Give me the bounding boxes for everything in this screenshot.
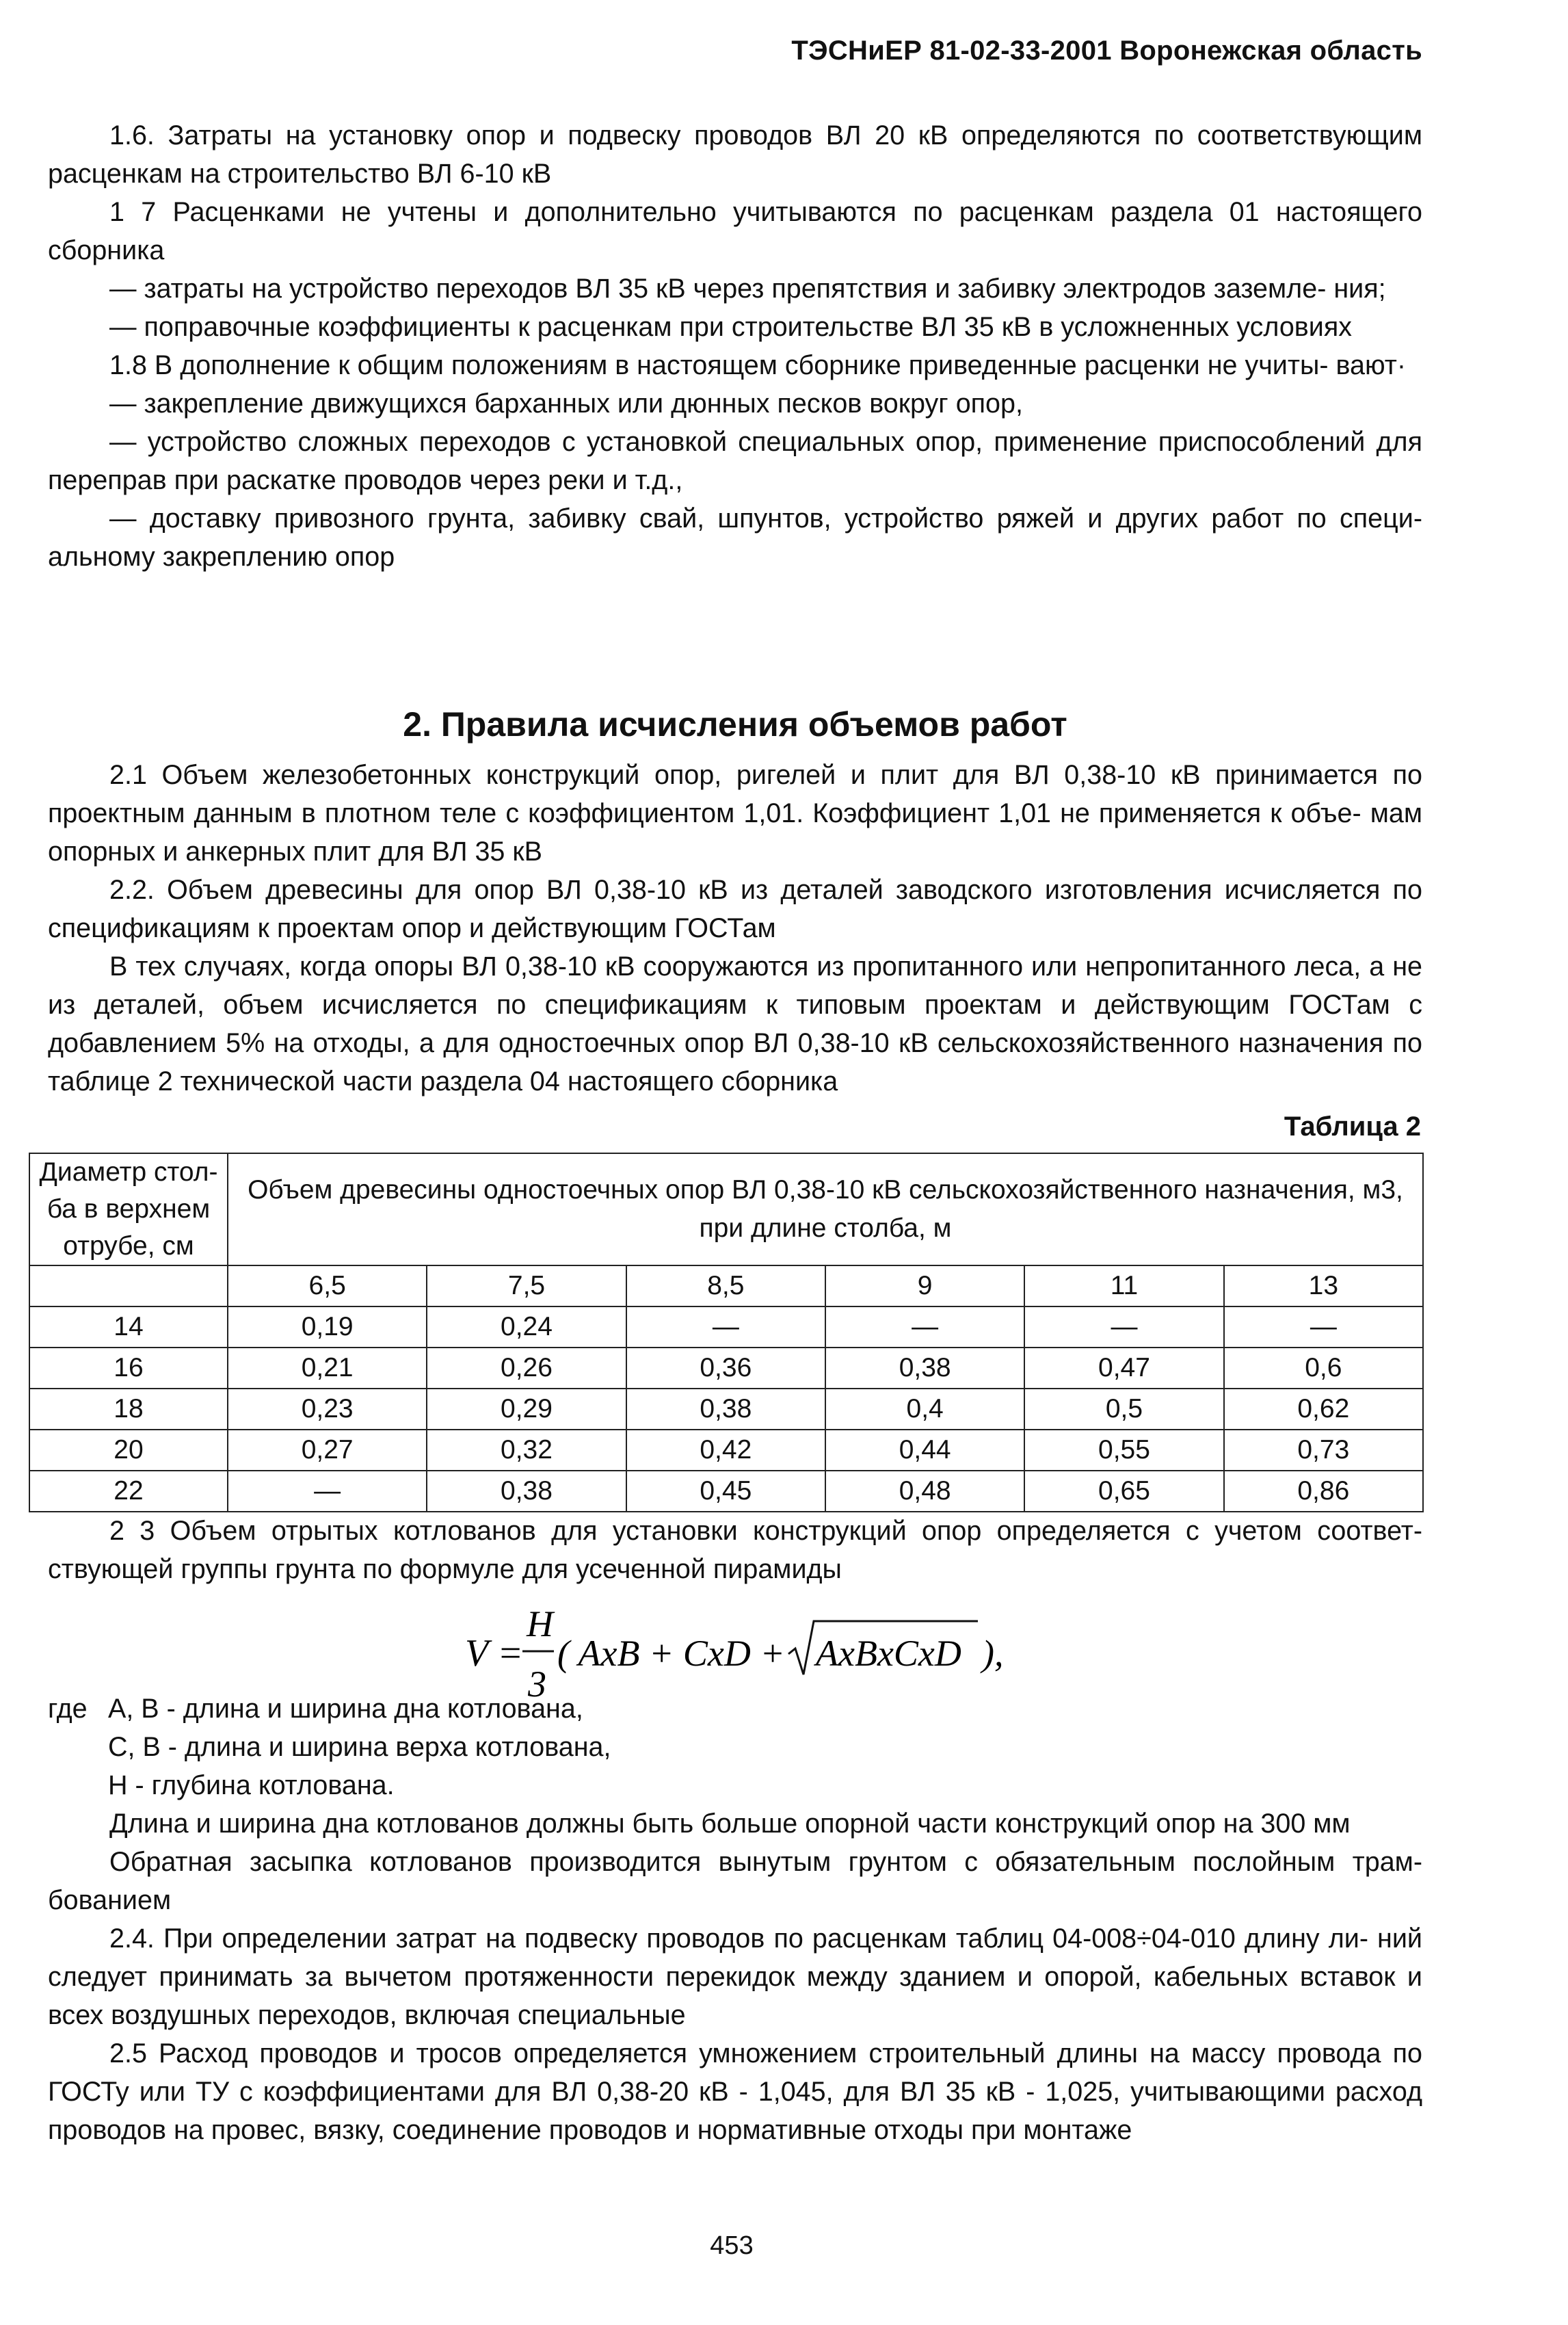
volume-cell: — <box>1224 1306 1423 1348</box>
volume-cell: 0,4 <box>825 1389 1024 1430</box>
diameter-cell: 22 <box>29 1471 228 1512</box>
length-header: 6,5 <box>228 1265 427 1306</box>
volume-cell: 0,23 <box>228 1389 427 1430</box>
row-header-text: Диаметр стол- ба в верхнем отрубе, см <box>39 1157 218 1261</box>
formula-tail: ), <box>982 1633 1004 1674</box>
diameter-cell: 16 <box>29 1348 228 1389</box>
paragraph-2-5: 2.5 Расход проводов и тросов определяется умножением строительный длины на массу провода по ГОСТу или ТУ с коэффициентами для ВЛ 0,38-20 кВ - 1,045, для ВЛ 35 кВ - 1,025, учитывающими расход проводов на провес, вязку, соединение проводов и нормативные отходы при монтаже <box>48 2038 1422 2145</box>
formula-denominator: 3 <box>528 1664 546 1705</box>
volume-cell: 0,26 <box>427 1348 626 1389</box>
legend-lead: где <box>48 1694 88 1724</box>
legend-item: С, В - длина и ширина верха котлована, <box>108 1732 611 1762</box>
volume-cell: 0,47 <box>1024 1348 1223 1389</box>
table-row <box>29 1389 1423 1430</box>
length-header: 11 <box>1024 1265 1223 1306</box>
table-row <box>29 1430 1423 1471</box>
table-row <box>29 1306 1423 1348</box>
page-number: 453 <box>710 2231 754 2260</box>
paragraph-2-3-block <box>48 1512 1422 1588</box>
formula-body: ( AxB + CxD + <box>557 1633 785 1674</box>
legend-item: Н - глубина котлована. <box>108 1770 395 1800</box>
volume-cell: — <box>626 1306 825 1348</box>
volume-cell: 0,48 <box>825 1471 1024 1512</box>
group-header-cell <box>228 1153 1423 1265</box>
lengths-row-spacer <box>29 1265 228 1306</box>
paragraph-2-2: 2.2. Объем древесины для опор ВЛ 0,38-10 кВ из деталей заводского изготовления исчисляется по спецификациям к проектам опор и действующим ГОСТам <box>48 875 1422 943</box>
volume-cell: 0,32 <box>427 1430 626 1471</box>
volume-cell: 0,38 <box>626 1389 825 1430</box>
volume-cell: 0,21 <box>228 1348 427 1389</box>
legend-line <box>48 1690 1422 1728</box>
paragraph-backfill: Обратная засыпка котлованов производится вынутым грунтом с обязательным послойным трам- бованием <box>48 1847 1422 1915</box>
volume-cell: 0,36 <box>626 1348 825 1389</box>
paragraph-1-6: 1.6. Затраты на установку опор и подвеску проводов ВЛ 20 кВ определяются по соответствующим расценкам на строительство ВЛ 6-10 кВ <box>48 120 1422 189</box>
paragraph-1-7-dash-2: — поправочные коэффициенты к расценкам при строительстве ВЛ 35 кВ в усложненных условиях <box>109 312 1352 342</box>
formula-lhs: V = <box>465 1632 523 1674</box>
formula-sqrt-argument: AxBxCxD <box>816 1633 961 1674</box>
paragraph-2-2-cont: В тех случаях, когда опоры ВЛ 0,38-10 кВ сооружаются из пропитанного или непропитанного леса, а не из деталей, объем исчисляется по спецификациям к типовым проектам и действующим ГОСТам с добавлением 5% на отходы, а для одностоечных опор ВЛ 0,38-10 кВ сельскохозяйственного назначения по таблице 2 технической части раздела 04 настоящего сборника <box>48 951 1422 1096</box>
paragraph-2-3: 2 3 Объем отрытых котлованов для установки конструкций опор определяется с учетом соответ- ствующей группы грунта по формуле для усеченной пирамиды <box>48 1516 1422 1584</box>
volume-cell: — <box>825 1306 1024 1348</box>
table-title: Таблица 2 <box>1284 1112 1421 1142</box>
volume-cell: — <box>1024 1306 1223 1348</box>
formula-legend <box>48 1690 1422 1804</box>
table-lengths-row <box>29 1265 1423 1306</box>
diameter-cell: 20 <box>29 1430 228 1471</box>
volume-cell: 0,55 <box>1024 1430 1223 1471</box>
paragraph-1-8-dash-1: — закрепление движущихся барханных или дюнных песков вокруг опор, <box>109 389 1023 419</box>
paragraph-2-1: 2.1 Объем железобетонных конструкций опор, ригелей и плит для ВЛ 0,38-10 кВ принимается по проектным данным в плотном теле с коэффициентом 1,01. Коэффициент 1,01 не применяется к объе- мам опорных и анкерных плит для ВЛ 35 кВ <box>48 760 1422 867</box>
paragraph-1-8-dash-3: — доставку привозного грунта, забивку свай, шпунтов, устройство ряжей и других работ по специ- альному закреплению опор <box>48 503 1422 572</box>
volume-cell: 0,45 <box>626 1471 825 1512</box>
volume-cell: 0,42 <box>626 1430 825 1471</box>
volume-cell: 0,44 <box>825 1430 1024 1471</box>
length-header: 7,5 <box>427 1265 626 1306</box>
diameter-cell: 18 <box>29 1389 228 1430</box>
volume-cell: 0,38 <box>427 1471 626 1512</box>
paragraph-pit-dimensions: Длина и ширина дна котлованов должны быть больше опорной части конструкций опор на 300 мм <box>109 1809 1351 1839</box>
volume-cell: — <box>228 1471 427 1512</box>
volume-cell: 0,86 <box>1224 1471 1423 1512</box>
wood-volume-table <box>29 1153 1424 1512</box>
diameter-cell: 14 <box>29 1306 228 1348</box>
volume-cell: 0,24 <box>427 1306 626 1348</box>
legend-item: А, В - длина и ширина дна котлована, <box>108 1694 583 1724</box>
running-header: ТЭСНиЕР 81-02-33-2001 Воронежская область <box>791 36 1422 66</box>
section-2-heading: 2. Правила исчисления объемов работ <box>403 705 1067 744</box>
length-header: 9 <box>825 1265 1024 1306</box>
paragraph-1-7-dash-1: — затраты на устройство переходов ВЛ 35 кВ через препятствия и забивку электродов заземле- ния; <box>109 274 1386 304</box>
volume-cell: 0,62 <box>1224 1389 1423 1430</box>
length-header: 13 <box>1224 1265 1423 1306</box>
paragraph-1-8: 1.8 В дополнение к общим положениям в настоящем сборнике приведенные расценки не учиты- вают· <box>109 350 1406 380</box>
volume-cell: 0,29 <box>427 1389 626 1430</box>
paragraph-1-7: 1 7 Расценками не учтены и дополнительно учитываются по расценкам раздела 01 настоящего сборника <box>48 197 1422 265</box>
volume-cell: 0,38 <box>825 1348 1024 1389</box>
formula-numerator: H <box>527 1603 553 1644</box>
volume-cell: 0,19 <box>228 1306 427 1348</box>
length-header: 8,5 <box>626 1265 825 1306</box>
section-2-text <box>48 756 1422 1101</box>
volume-cell: 0,27 <box>228 1430 427 1471</box>
paragraph-2-4: 2.4. При определении затрат на подвеску проводов по расценкам таблиц 04-008÷04-010 длину ли- ний следует принимать за вычетом протяженности перекидок между зданием и опорой, кабельных вставок и всех воздушных переходов, включая специальные <box>48 1923 1422 2030</box>
volume-cell: 0,6 <box>1224 1348 1423 1389</box>
volume-cell: 0,65 <box>1024 1471 1223 1512</box>
volume-cell: 0,73 <box>1224 1430 1423 1471</box>
table-row <box>29 1471 1423 1512</box>
table-row <box>29 1348 1423 1389</box>
section-1-text <box>48 116 1422 576</box>
group-header-text: Объем древесины одностоечных опор ВЛ 0,38-10 кВ сельскохозяйственного назначения, м3, при длине столба, м <box>248 1175 1403 1243</box>
row-header-cell <box>29 1153 228 1265</box>
paragraph-1-8-dash-2: — устройство сложных переходов с установкой специальных опор, применение приспособлений для переправ при раскатке проводов через реки и т.д., <box>48 427 1422 495</box>
closing-text <box>48 1804 1422 2149</box>
volume-cell: 0,5 <box>1024 1389 1223 1430</box>
